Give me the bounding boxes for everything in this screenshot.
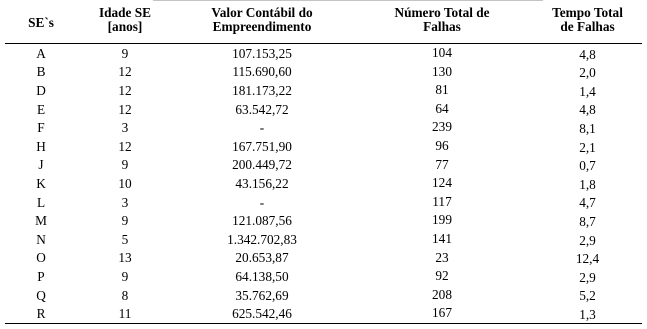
cell-valor-contabil: 107.153,25: [232, 45, 292, 61]
cell-se: J: [38, 157, 44, 173]
cell-numero-falhas: 92: [435, 268, 449, 284]
table-body: [5, 44, 642, 324]
cell-idade: 12: [118, 138, 132, 154]
header-numero-falhas: [351, 3, 533, 44]
cell-numero-falhas: 104: [432, 45, 452, 60]
cell-tempo-falhas: 8,1: [579, 120, 596, 136]
cell-se: K: [36, 175, 46, 191]
cell-numero-falhas: 117: [432, 193, 452, 209]
cell-se: B: [36, 64, 46, 80]
table-row: [5, 174, 642, 193]
cell-se: P: [37, 268, 45, 284]
table-row: [5, 156, 642, 175]
cell-valor-contabil: 121.087,56: [232, 213, 292, 229]
header-se-label: SE`s: [28, 15, 54, 30]
cell-valor-contabil: 115.690,60: [232, 64, 292, 80]
cell-se: L: [36, 194, 46, 210]
header-valor-line2: Empreendimento: [212, 19, 312, 34]
header-valor-line1: Valor Contábil do: [211, 5, 313, 20]
substation-failures-table: [5, 3, 642, 324]
table-row: [5, 137, 642, 156]
table-row: [5, 304, 642, 323]
cell-numero-falhas: 130: [432, 63, 452, 79]
cell-idade: 9: [121, 268, 129, 284]
cell-numero-falhas: 167: [351, 304, 533, 323]
cell-se: M: [35, 213, 47, 229]
cell-idade: 10: [118, 175, 132, 191]
cell-tempo-falhas: 1,3: [533, 304, 642, 323]
cell-idade: 3: [121, 194, 129, 210]
header-se: [5, 3, 77, 44]
cell-se: F: [37, 120, 45, 136]
cell-numero-falhas: 239: [432, 119, 452, 135]
cell-idade: 5: [121, 231, 129, 247]
cell-se: A: [36, 45, 46, 61]
cell-idade: 9: [121, 213, 129, 229]
table-row: [5, 81, 642, 100]
table-row: [5, 44, 642, 63]
cell-tempo-falhas: 2,0: [579, 65, 596, 81]
cell-tempo-falhas: 2,9: [579, 269, 596, 285]
header-row: [5, 3, 642, 44]
header-valor-contabil: [173, 3, 351, 44]
cell-se: N: [36, 231, 46, 247]
cell-valor-contabil: 181.173,22: [232, 82, 292, 98]
header-tempo-line2: de Falhas: [560, 19, 615, 34]
cell-valor-contabil: -: [259, 120, 265, 136]
cell-numero-falhas: 96: [435, 137, 449, 153]
table-row: [5, 267, 642, 286]
cell-se: Q: [36, 287, 46, 303]
cell-tempo-falhas: 1,8: [579, 176, 596, 192]
table-row: [5, 100, 642, 119]
cell-idade: 12: [118, 82, 132, 98]
cell-valor-contabil: 63.542,72: [235, 101, 289, 117]
table-row: [5, 211, 642, 230]
table-row: [5, 286, 642, 305]
cell-tempo-falhas: 5,2: [579, 288, 596, 304]
cell-idade: 9: [121, 45, 129, 61]
cell-valor-contabil: 35.762,69: [235, 287, 289, 303]
cell-tempo-falhas: 2,1: [579, 139, 596, 155]
cell-valor-contabil: 64.138,50: [235, 268, 289, 284]
header-numero-line1: Número Total de: [394, 5, 490, 20]
cell-numero-falhas: 208: [432, 286, 452, 302]
header-tempo-line1: Tempo Total: [552, 5, 623, 20]
header-idade-se: [77, 3, 173, 44]
table-row: [5, 230, 642, 249]
cell-se: O: [36, 250, 46, 266]
cell-tempo-falhas: 0,7: [579, 158, 596, 174]
cell-idade: 12: [118, 101, 132, 117]
cell-valor-contabil: 43.156,22: [235, 175, 289, 191]
cell-tempo-falhas: 8,7: [579, 213, 596, 229]
caption-fragment: [153, 0, 543, 1]
cell-idade: 13: [118, 250, 132, 266]
cell-numero-falhas: 124: [432, 175, 452, 191]
cell-idade: 9: [121, 157, 129, 173]
cell-idade: 8: [121, 287, 129, 303]
header-idade-line2: [anos]: [107, 19, 143, 34]
cell-tempo-falhas: 4,8: [579, 46, 596, 62]
cell-numero-falhas: 199: [432, 212, 452, 228]
table-header: [5, 3, 642, 44]
header-numero-line2: Falhas: [423, 19, 461, 34]
cell-tempo-falhas: 4,7: [579, 195, 596, 211]
cell-se: H: [36, 138, 46, 154]
cell-tempo-falhas: 12,4: [575, 251, 600, 267]
cell-se: R: [5, 304, 77, 323]
cell-tempo-falhas: 1,4: [579, 83, 596, 99]
cell-numero-falhas: 77: [435, 156, 449, 172]
table-row: [5, 193, 642, 212]
cell-se: D: [36, 82, 46, 98]
table-row: [5, 118, 642, 137]
cell-valor-contabil: 1.342.702,83: [227, 231, 297, 247]
cell-valor-contabil: 167.751,90: [232, 138, 292, 154]
cell-valor-contabil: 625.542,46: [173, 304, 351, 323]
cell-valor-contabil: -: [259, 194, 265, 210]
cell-numero-falhas: 141: [432, 230, 452, 246]
cell-idade: 12: [118, 64, 132, 80]
table-row: [5, 63, 642, 82]
table-row: [5, 249, 642, 268]
cell-valor-contabil: 200.449,72: [232, 157, 292, 173]
header-idade-line1: Idade SE: [98, 5, 152, 20]
cell-idade: 11: [77, 304, 173, 323]
cell-numero-falhas: 81: [435, 82, 449, 98]
cell-tempo-falhas: 2,9: [579, 232, 596, 248]
cell-numero-falhas: 64: [435, 100, 449, 116]
cell-valor-contabil: 20.653,87: [235, 250, 289, 266]
cell-idade: 3: [121, 120, 129, 136]
cell-numero-falhas: 23: [435, 249, 449, 265]
header-tempo-falhas: [533, 3, 642, 44]
cell-se: E: [36, 101, 46, 117]
cell-tempo-falhas: 4,8: [579, 102, 596, 118]
